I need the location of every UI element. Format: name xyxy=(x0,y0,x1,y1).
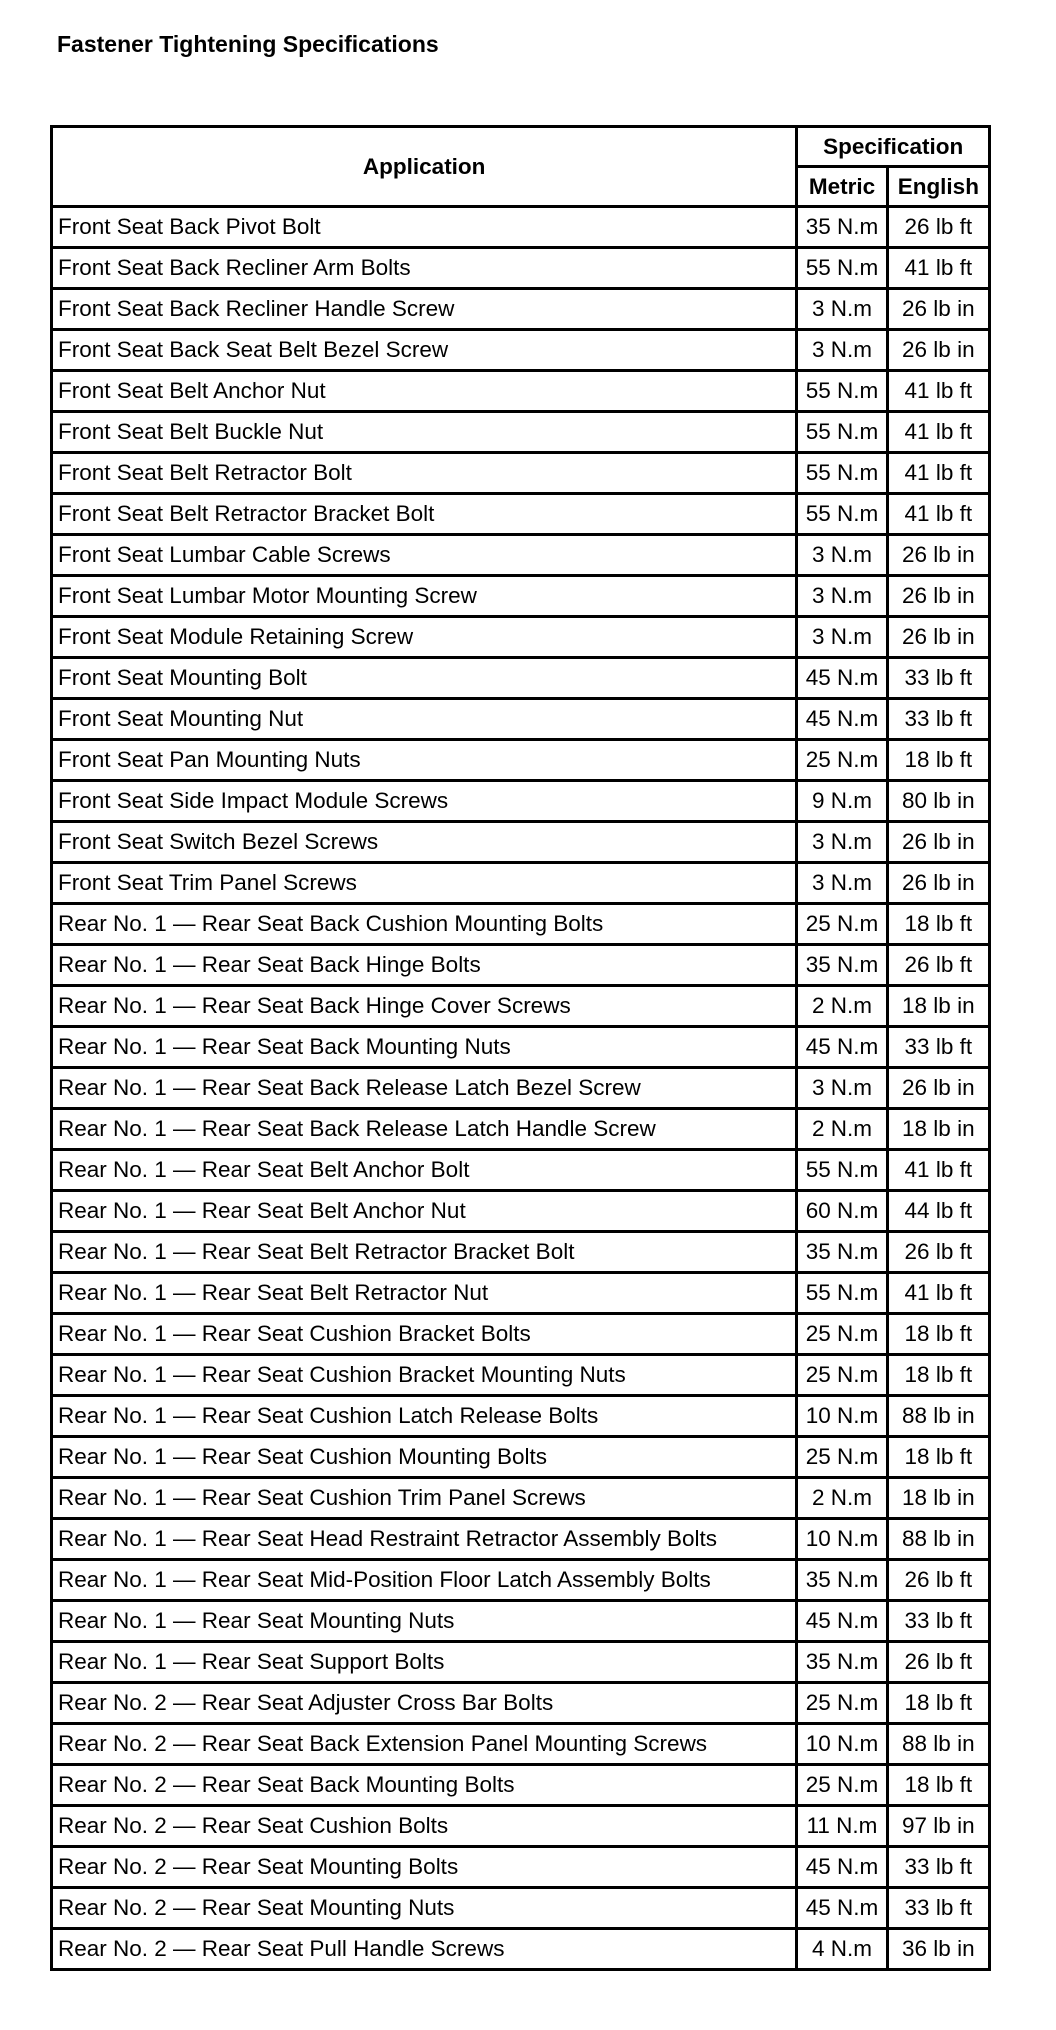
table-row xyxy=(52,453,990,494)
table-row xyxy=(52,1109,990,1150)
english-cell: 33 lb ft xyxy=(887,1847,989,1888)
metric-cell: 25 N.m xyxy=(797,740,887,781)
table-row xyxy=(52,1519,990,1560)
english-cell: 36 lb in xyxy=(887,1929,989,1970)
application-cell: Rear No. 1 — Rear Seat Belt Retractor Bracket Bolt xyxy=(52,1232,797,1273)
application-cell: Front Seat Belt Retractor Bracket Bolt xyxy=(52,494,797,535)
table-row xyxy=(52,863,990,904)
metric-cell: 4 N.m xyxy=(797,1929,887,1970)
english-cell: 33 lb ft xyxy=(887,1601,989,1642)
english-cell: 18 lb ft xyxy=(887,1765,989,1806)
table-row xyxy=(52,1724,990,1765)
application-cell: Front Seat Mounting Bolt xyxy=(52,658,797,699)
metric-cell: 55 N.m xyxy=(797,412,887,453)
metric-cell: 10 N.m xyxy=(797,1519,887,1560)
table-row xyxy=(52,1191,990,1232)
metric-cell: 3 N.m xyxy=(797,330,887,371)
metric-cell: 3 N.m xyxy=(797,535,887,576)
application-cell: Rear No. 2 — Rear Seat Mounting Bolts xyxy=(52,1847,797,1888)
application-cell: Front Seat Lumbar Cable Screws xyxy=(52,535,797,576)
table-row xyxy=(52,1642,990,1683)
english-cell: 26 lb in xyxy=(887,330,989,371)
table-row xyxy=(52,945,990,986)
header-metric: Metric xyxy=(797,167,887,207)
table-row xyxy=(52,207,990,248)
table-row xyxy=(52,1355,990,1396)
application-cell: Rear No. 1 — Rear Seat Back Release Latch Bezel Screw xyxy=(52,1068,797,1109)
english-cell: 26 lb ft xyxy=(887,207,989,248)
application-cell: Rear No. 1 — Rear Seat Back Hinge Cover Screws xyxy=(52,986,797,1027)
metric-cell: 35 N.m xyxy=(797,945,887,986)
english-cell: 18 lb ft xyxy=(887,904,989,945)
table-row xyxy=(52,248,990,289)
application-cell: Rear No. 2 — Rear Seat Mounting Nuts xyxy=(52,1888,797,1929)
application-cell: Rear No. 1 — Rear Seat Head Restraint Retractor Assembly Bolts xyxy=(52,1519,797,1560)
english-cell: 33 lb ft xyxy=(887,658,989,699)
table-row xyxy=(52,781,990,822)
table-row xyxy=(52,494,990,535)
table-row xyxy=(52,617,990,658)
application-cell: Front Seat Pan Mounting Nuts xyxy=(52,740,797,781)
metric-cell: 45 N.m xyxy=(797,1027,887,1068)
metric-cell: 25 N.m xyxy=(797,1683,887,1724)
english-cell: 26 lb in xyxy=(887,863,989,904)
application-cell: Rear No. 1 — Rear Seat Cushion Bracket Bolts xyxy=(52,1314,797,1355)
table-row xyxy=(52,1150,990,1191)
table-row xyxy=(52,1806,990,1847)
english-cell: 26 lb in xyxy=(887,617,989,658)
application-cell: Rear No. 1 — Rear Seat Belt Anchor Bolt xyxy=(52,1150,797,1191)
metric-cell: 11 N.m xyxy=(797,1806,887,1847)
application-cell: Front Seat Mounting Nut xyxy=(52,699,797,740)
table-row xyxy=(52,1683,990,1724)
metric-cell: 2 N.m xyxy=(797,1478,887,1519)
application-cell: Front Seat Lumbar Motor Mounting Screw xyxy=(52,576,797,617)
english-cell: 26 lb in xyxy=(887,289,989,330)
metric-cell: 45 N.m xyxy=(797,1847,887,1888)
english-cell: 44 lb ft xyxy=(887,1191,989,1232)
english-cell: 88 lb in xyxy=(887,1724,989,1765)
table-row xyxy=(52,371,990,412)
english-cell: 33 lb ft xyxy=(887,1027,989,1068)
english-cell: 41 lb ft xyxy=(887,412,989,453)
table-body xyxy=(52,207,990,1970)
metric-cell: 3 N.m xyxy=(797,822,887,863)
application-cell: Front Seat Belt Retractor Bolt xyxy=(52,453,797,494)
english-cell: 26 lb ft xyxy=(887,945,989,986)
table-row xyxy=(52,1888,990,1929)
application-cell: Rear No. 1 — Rear Seat Cushion Latch Release Bolts xyxy=(52,1396,797,1437)
english-cell: 18 lb in xyxy=(887,1478,989,1519)
application-cell: Front Seat Trim Panel Screws xyxy=(52,863,797,904)
table-row xyxy=(52,289,990,330)
header-specification: Specification xyxy=(797,127,990,167)
metric-cell: 9 N.m xyxy=(797,781,887,822)
english-cell: 26 lb ft xyxy=(887,1560,989,1601)
metric-cell: 35 N.m xyxy=(797,1232,887,1273)
metric-cell: 3 N.m xyxy=(797,1068,887,1109)
metric-cell: 35 N.m xyxy=(797,1560,887,1601)
application-cell: Front Seat Side Impact Module Screws xyxy=(52,781,797,822)
metric-cell: 45 N.m xyxy=(797,1601,887,1642)
metric-cell: 25 N.m xyxy=(797,1765,887,1806)
metric-cell: 55 N.m xyxy=(797,453,887,494)
table-row xyxy=(52,1478,990,1519)
fastener-spec-table xyxy=(50,125,991,1971)
english-cell: 26 lb in xyxy=(887,535,989,576)
table-row xyxy=(52,1314,990,1355)
table-row xyxy=(52,1232,990,1273)
metric-cell: 45 N.m xyxy=(797,699,887,740)
application-cell: Front Seat Back Recliner Arm Bolts xyxy=(52,248,797,289)
english-cell: 18 lb in xyxy=(887,986,989,1027)
application-cell: Rear No. 1 — Rear Seat Mounting Nuts xyxy=(52,1601,797,1642)
table-row xyxy=(52,1396,990,1437)
metric-cell: 45 N.m xyxy=(797,1888,887,1929)
english-cell: 80 lb in xyxy=(887,781,989,822)
table-row xyxy=(52,412,990,453)
application-cell: Front Seat Module Retaining Screw xyxy=(52,617,797,658)
table-row xyxy=(52,1437,990,1478)
metric-cell: 3 N.m xyxy=(797,576,887,617)
english-cell: 88 lb in xyxy=(887,1519,989,1560)
table-row xyxy=(52,1273,990,1314)
english-cell: 41 lb ft xyxy=(887,1273,989,1314)
page-title: Fastener Tightening Specifications xyxy=(57,31,439,57)
application-cell: Front Seat Back Seat Belt Bezel Screw xyxy=(52,330,797,371)
metric-cell: 55 N.m xyxy=(797,1150,887,1191)
metric-cell: 25 N.m xyxy=(797,1437,887,1478)
english-cell: 18 lb ft xyxy=(887,740,989,781)
metric-cell: 55 N.m xyxy=(797,248,887,289)
application-cell: Rear No. 2 — Rear Seat Back Extension Panel Mounting Screws xyxy=(52,1724,797,1765)
application-cell: Rear No. 1 — Rear Seat Back Release Latch Handle Screw xyxy=(52,1109,797,1150)
metric-cell: 45 N.m xyxy=(797,658,887,699)
application-cell: Rear No. 2 — Rear Seat Back Mounting Bolts xyxy=(52,1765,797,1806)
table-row xyxy=(52,658,990,699)
metric-cell: 3 N.m xyxy=(797,289,887,330)
metric-cell: 60 N.m xyxy=(797,1191,887,1232)
english-cell: 26 lb ft xyxy=(887,1232,989,1273)
table-row xyxy=(52,740,990,781)
table-row xyxy=(52,904,990,945)
english-cell: 18 lb ft xyxy=(887,1355,989,1396)
metric-cell: 25 N.m xyxy=(797,1355,887,1396)
metric-cell: 55 N.m xyxy=(797,371,887,412)
metric-cell: 25 N.m xyxy=(797,904,887,945)
application-cell: Rear No. 1 — Rear Seat Cushion Trim Panel Screws xyxy=(52,1478,797,1519)
english-cell: 18 lb ft xyxy=(887,1683,989,1724)
application-cell: Front Seat Belt Buckle Nut xyxy=(52,412,797,453)
english-cell: 41 lb ft xyxy=(887,1150,989,1191)
metric-cell: 10 N.m xyxy=(797,1724,887,1765)
table-row xyxy=(52,576,990,617)
application-cell: Rear No. 1 — Rear Seat Back Hinge Bolts xyxy=(52,945,797,986)
application-cell: Front Seat Back Recliner Handle Screw xyxy=(52,289,797,330)
application-cell: Front Seat Switch Bezel Screws xyxy=(52,822,797,863)
metric-cell: 55 N.m xyxy=(797,494,887,535)
metric-cell: 35 N.m xyxy=(797,1642,887,1683)
application-cell: Rear No. 1 — Rear Seat Belt Retractor Nut xyxy=(52,1273,797,1314)
application-cell: Rear No. 1 — Rear Seat Cushion Bracket Mounting Nuts xyxy=(52,1355,797,1396)
metric-cell: 2 N.m xyxy=(797,1109,887,1150)
english-cell: 26 lb in xyxy=(887,1068,989,1109)
english-cell: 88 lb in xyxy=(887,1396,989,1437)
table-row xyxy=(52,822,990,863)
table-row xyxy=(52,1068,990,1109)
metric-cell: 3 N.m xyxy=(797,863,887,904)
table-row xyxy=(52,1027,990,1068)
english-cell: 97 lb in xyxy=(887,1806,989,1847)
table-row xyxy=(52,535,990,576)
english-cell: 18 lb ft xyxy=(887,1314,989,1355)
table-row xyxy=(52,1601,990,1642)
english-cell: 33 lb ft xyxy=(887,699,989,740)
metric-cell: 3 N.m xyxy=(797,617,887,658)
metric-cell: 25 N.m xyxy=(797,1314,887,1355)
table-row xyxy=(52,1929,990,1970)
application-cell: Rear No. 1 — Rear Seat Belt Anchor Nut xyxy=(52,1191,797,1232)
table-row xyxy=(52,330,990,371)
application-cell: Rear No. 2 — Rear Seat Pull Handle Screws xyxy=(52,1929,797,1970)
english-cell: 26 lb ft xyxy=(887,1642,989,1683)
table-row xyxy=(52,986,990,1027)
application-cell: Front Seat Back Pivot Bolt xyxy=(52,207,797,248)
application-cell: Rear No. 2 — Rear Seat Adjuster Cross Bar Bolts xyxy=(52,1683,797,1724)
metric-cell: 2 N.m xyxy=(797,986,887,1027)
table-row xyxy=(52,1765,990,1806)
application-cell: Rear No. 2 — Rear Seat Cushion Bolts xyxy=(52,1806,797,1847)
table-row xyxy=(52,699,990,740)
header-application: Application xyxy=(52,127,797,207)
application-cell: Rear No. 1 — Rear Seat Cushion Mounting Bolts xyxy=(52,1437,797,1478)
application-cell: Rear No. 1 — Rear Seat Mid-Position Floor Latch Assembly Bolts xyxy=(52,1560,797,1601)
metric-cell: 55 N.m xyxy=(797,1273,887,1314)
application-cell: Front Seat Belt Anchor Nut xyxy=(52,371,797,412)
english-cell: 18 lb in xyxy=(887,1109,989,1150)
english-cell: 26 lb in xyxy=(887,822,989,863)
application-cell: Rear No. 1 — Rear Seat Support Bolts xyxy=(52,1642,797,1683)
english-cell: 26 lb in xyxy=(887,576,989,617)
english-cell: 41 lb ft xyxy=(887,248,989,289)
application-cell: Rear No. 1 — Rear Seat Back Mounting Nuts xyxy=(52,1027,797,1068)
english-cell: 41 lb ft xyxy=(887,453,989,494)
table-row xyxy=(52,1560,990,1601)
english-cell: 33 lb ft xyxy=(887,1888,989,1929)
english-cell: 41 lb ft xyxy=(887,371,989,412)
header-english: English xyxy=(887,167,989,207)
application-cell: Rear No. 1 — Rear Seat Back Cushion Mounting Bolts xyxy=(52,904,797,945)
metric-cell: 10 N.m xyxy=(797,1396,887,1437)
english-cell: 18 lb ft xyxy=(887,1437,989,1478)
table-row xyxy=(52,1847,990,1888)
english-cell: 41 lb ft xyxy=(887,494,989,535)
metric-cell: 35 N.m xyxy=(797,207,887,248)
